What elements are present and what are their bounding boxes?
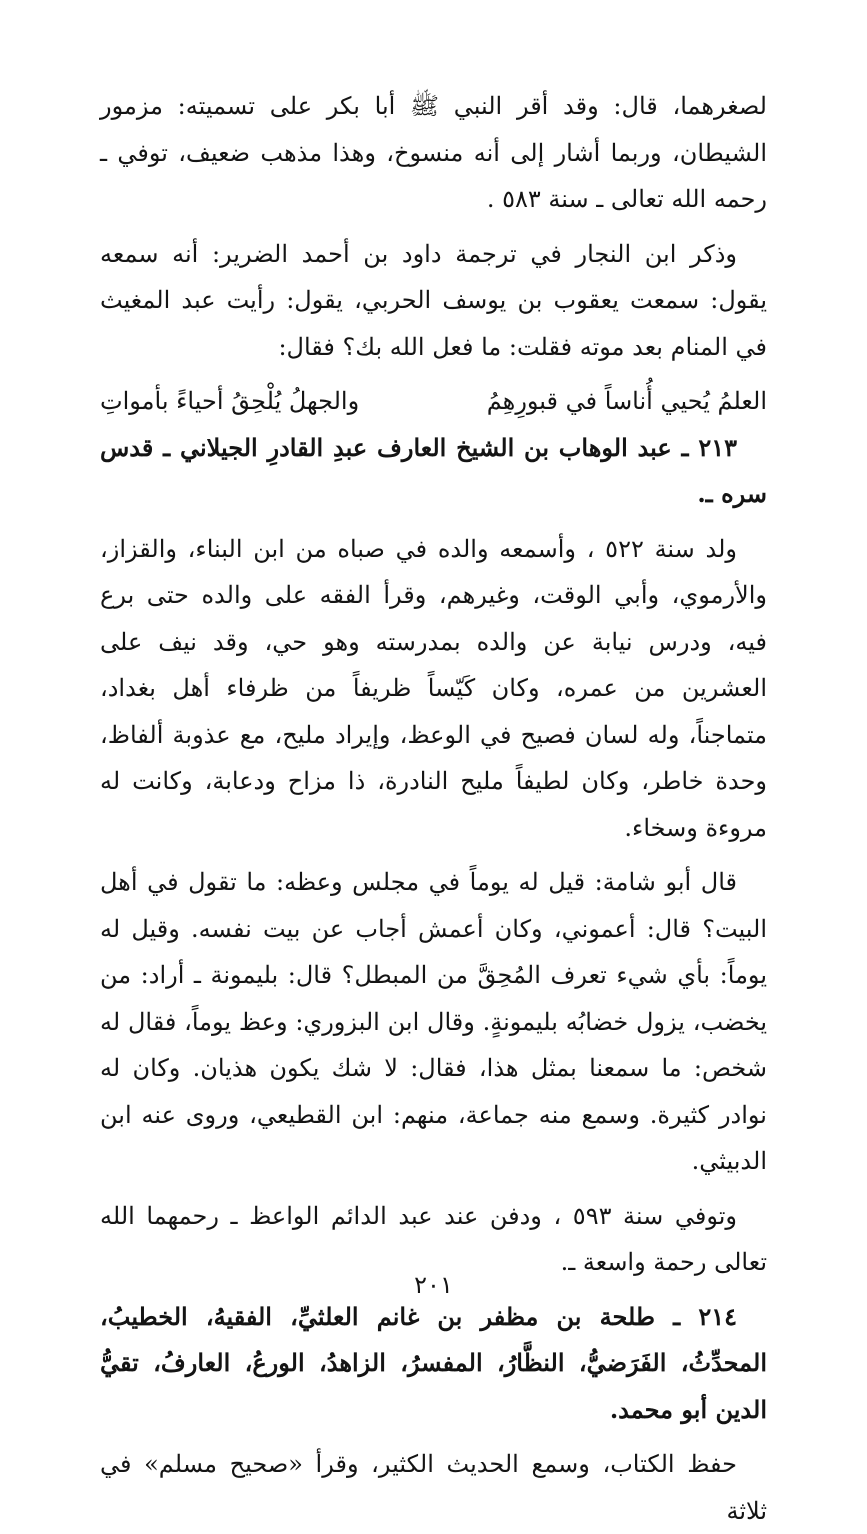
verse-second-hemistich: والجهلُ يُلْحِقُ أحياءً بأمواتِ — [100, 387, 360, 415]
paragraph-ibn-najjar: وذكر ابن النجار في ترجمة داود بن أحمد الضرير: أنه سمعه يقول: سمعت يعقوب بن يوسف الحربي، يقول: رأيت عبد المغيث في المنام بعد موته فقلت: ما فعل الله بك؟ فقال: — [100, 239, 767, 361]
paragraph-continuation: لصغرهما، قال: وقد أقر النبي ﷺ أبا بكر على تسميته: مزمور الشيطان، وربما أشار إلى أنه منسوخ، وهذا مذهب ضعيف، توفي ـ رحمه الله تعالى ـ سنة ٥٨٣ . — [100, 92, 767, 213]
entry-214-heading: ٢١٤ ـ طلحة بن مظفر بن غانم العلثيِّ، الفقيهُ، الخطيبُ، المحدِّثُ، الفَرَضيُّ، النظَّارُ، المفسرُ، الزاهدُ، الورعُ، العارفُ، تقيُّ الدين أبو محمد. — [100, 1301, 767, 1424]
paragraph-abu-shama: قال أبو شامة: قيل له يوماً في مجلس وعظه: ما تقول في أهل البيت؟ قال: أعموني، وكان أعمش أجاب عن بيت نفسه. وقيل له يوماً: بأي شيء تعرف المُحِقَّ من المبطل؟ قال: بليمونة ـ أراد: من يخضب، يزول خضابُه بليمونةٍ. وقال ابن البزوري: وعظ يوماً، فقال له شخص: ما سمعنا بمثل هذا، فقال: لا شك يكون هذيان. وكان له نوادر كثيرة. وسمع منه جماعة، منهم: ابن القطيعي، وروى عنه ابن الدبيثي. — [100, 868, 767, 1175]
entry-213-heading: ٢١٣ ـ عبد الوهاب بن الشيخ العارف عبدِ القادرِ الجيلاني ـ قدس سره ـ. — [100, 432, 767, 508]
entry-214-body: حفظ الكتاب، وسمع الحديث الكثير، وقرأ «صحيح مسلم» في ثلاثة — [100, 1450, 767, 1525]
page-body — [100, 83, 767, 1534]
paragraph-birth: ولد سنة ٥٢٢ ، وأسمعه والده في صباه من ابن البناء، والقزاز، والأرموي، وأبي الوقت، وغيرهم، وقرأ الفقه على والده حتى برع فيه، ودرس نيابة عن والده بمدرسته وهو حي، وقد نيف على العشرين من عمره، وكان كَيّساً ظريفاً من ظرفاء أهل بغداد، متماجناً، وله لسان فصيح في الوعظ، وإيراد مليح، مع عذوبة ألفاظ، وحدة خاطر، وكان لطيفاً مليح النادرة، ذا مزاح ودعابة، وكانت له مروءة وسخاء. — [100, 534, 767, 842]
page-number: ٢٠١ — [414, 1271, 453, 1299]
verse-first-hemistich: العلمُ يُحيي أُناساً في قبورِهِمُ — [486, 387, 767, 415]
poem-verse — [100, 378, 767, 425]
paragraph-death: وتوفي سنة ٥٩٣ ، ودفن عند عبد الدائم الواعظ ـ رحمهما الله تعالى رحمة واسعة ـ. — [100, 1201, 767, 1276]
